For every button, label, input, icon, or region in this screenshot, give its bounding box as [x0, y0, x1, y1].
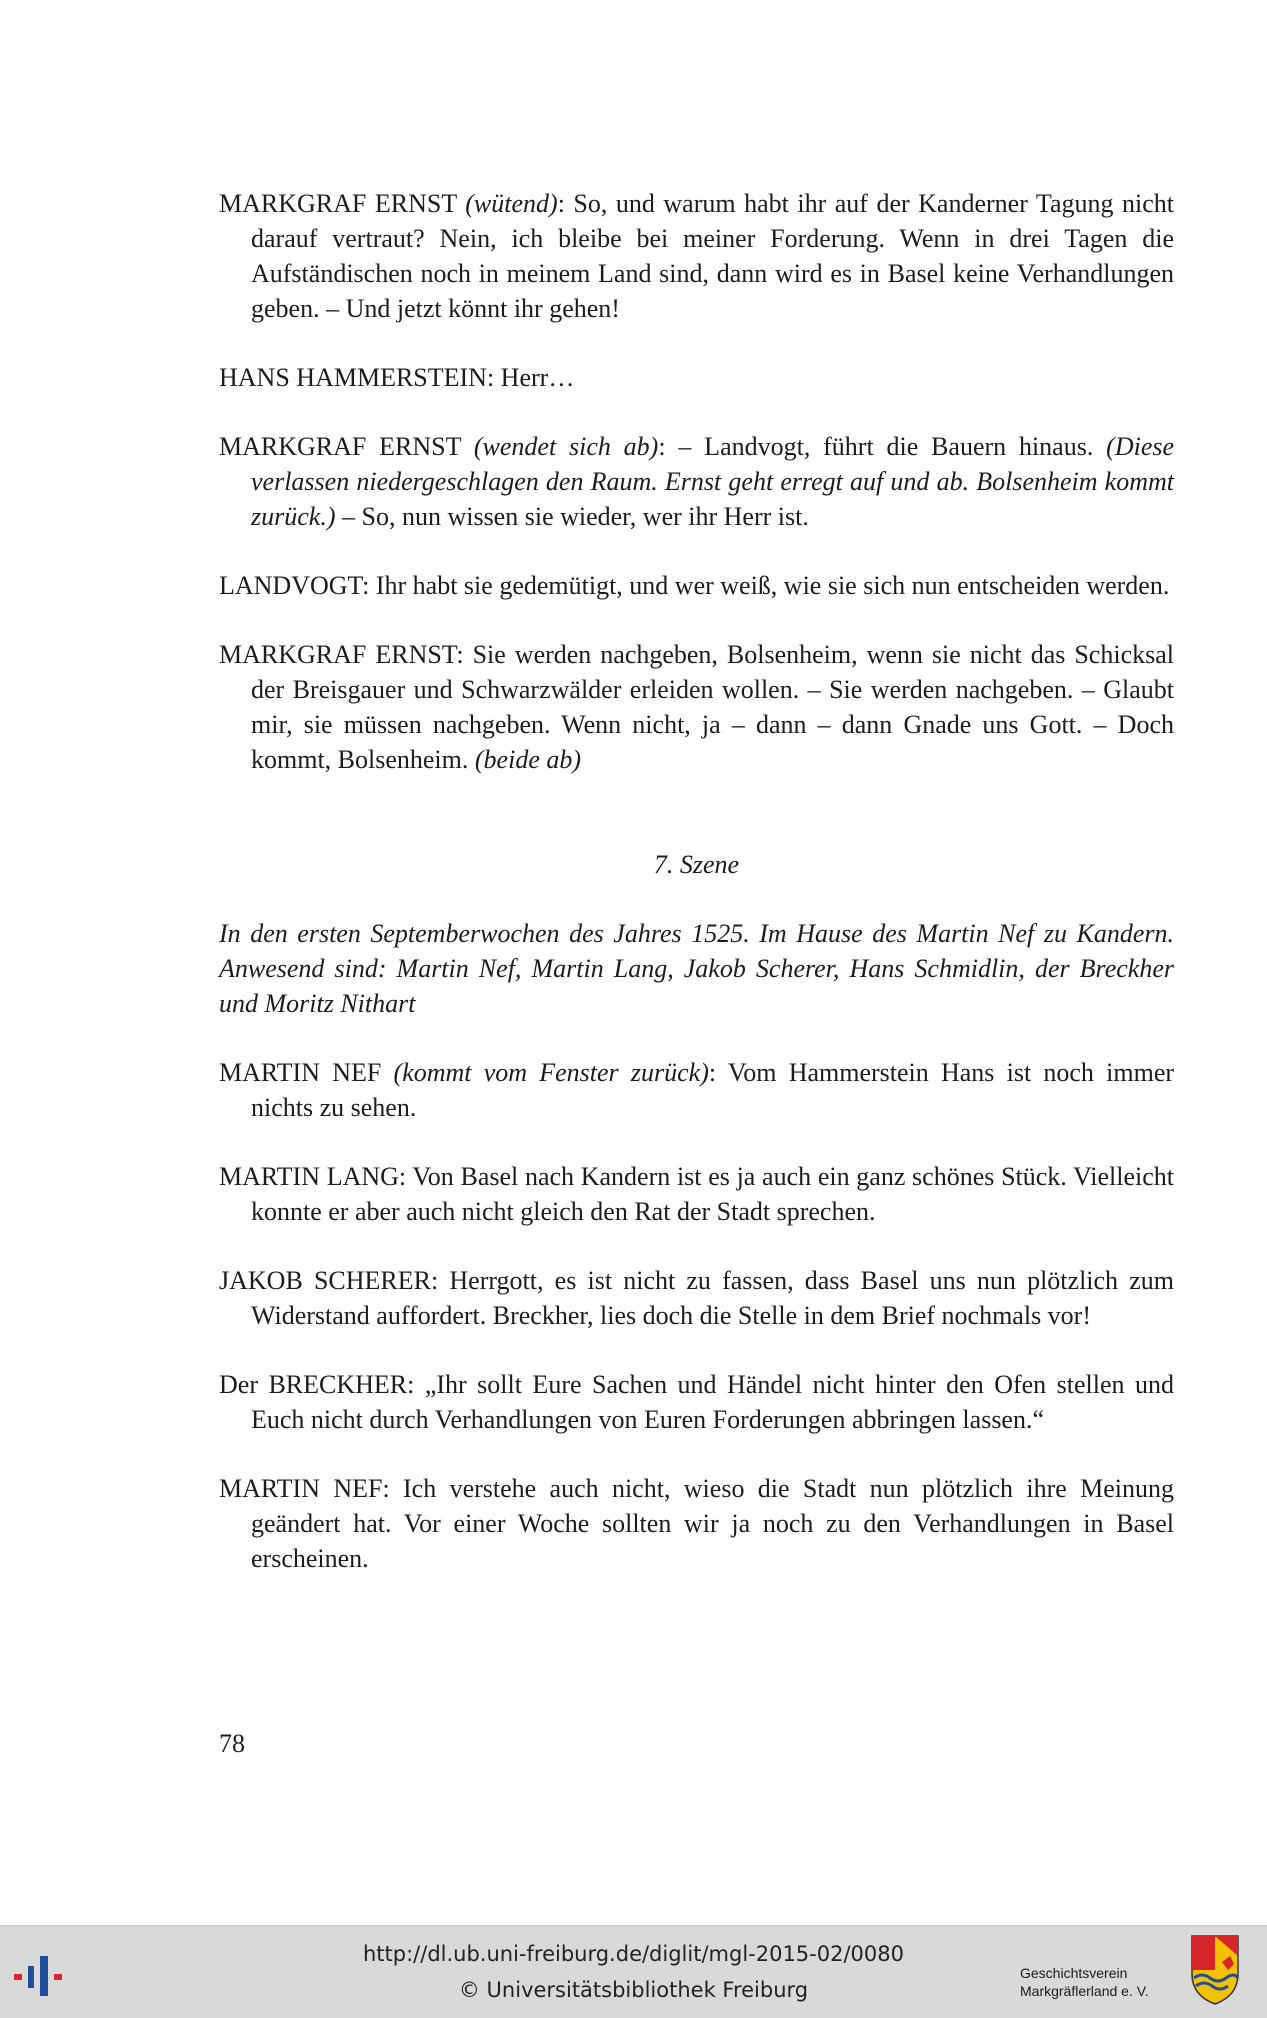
speech-text: : So, und warum habt ihr auf der Kanderner Tagung nicht darauf vertraut? Nein, ich bleibe bei meiner Forderung. Wenn in drei Tagen die Aufständischen noch in meinem Land sind, dann wird es in Basel keine Verhandlungen geben. – Und jetzt könnt ihr gehen! — [251, 189, 1175, 323]
speech-text: – So, nun wissen sie wieder, wer ihr Herr ist. — [335, 502, 809, 531]
paragraph-martin-nef-1 — [219, 1055, 1174, 1125]
speech-text: : – Landvogt, führt die Bauern hinaus. — [658, 432, 1107, 461]
coat-of-arms-icon — [1190, 1934, 1240, 2006]
paragraph-markgraf-1 — [219, 186, 1174, 326]
footer-bar — [0, 1925, 1267, 2018]
paragraph-jakob-scherer — [219, 1263, 1174, 1333]
stage-direction: (kommt vom Fenster zurück) — [393, 1058, 709, 1087]
speech-text: Der BRECKHER: „Ihr sollt Eure Sachen und Händel nicht hinter den Ofen stellen und Euch nicht durch Verhandlungen von Euren Forderungen abbringen lassen.“ — [219, 1370, 1174, 1434]
scene-title: 7. Szene — [653, 850, 740, 879]
paragraph-markgraf-3 — [219, 637, 1174, 777]
speaker-name: MARKGRAF ERNST — [219, 432, 462, 461]
speech-text: MARTIN LANG: Von Basel nach Kandern ist es ja auch ein ganz schönes Stück. Vielleicht konnte er aber auch nicht gleich den Rat der Stadt sprechen. — [219, 1162, 1174, 1226]
stage-direction: (beide ab) — [474, 745, 582, 774]
speech-text: JAKOB SCHERER: Herrgott, es ist nicht zu fassen, dass Basel uns nun plötzlich zum Widerstand auffordert. Breckher, lies doch die Stelle in dem Brief nochmals vor! — [219, 1266, 1174, 1330]
page-number: 78 — [219, 1729, 245, 1758]
speech-text: HANS HAMMERSTEIN: Herr… — [219, 363, 575, 392]
speech-text: MARKGRAF ERNST: Sie werden nachgeben, Bolsenheim, wenn sie nicht das Schicksal der Breisgauer und Schwarzwälder erleiden wollen. – Sie werden nachgeben. – Glaubt mir, sie müssen nachgeben. Wenn nicht, ja – dann – dann Gnade uns Gott. – Doch kommt, Bolsenheim. — [219, 640, 1174, 774]
paragraph-martin-nef-2 — [219, 1471, 1174, 1576]
society-name — [1020, 1964, 1149, 2000]
source-url-link[interactable]: http://dl.ub.uni-freiburg.de/diglit/mgl-2015-02/0080 — [362, 1942, 904, 1966]
speaker-name: MARKGRAF ERNST — [219, 189, 457, 218]
scene-intro: In den ersten Septemberwochen des Jahres 1525. Im Hause des Martin Nef zu Kandern. Anwesend sind: Martin Nef, Martin Lang, Jakob Scherer, Hans Schmidlin, der Breckher und Moritz Nithart — [219, 919, 1174, 1018]
copyright-text: © Universitätsbibliothek Freiburg — [458, 1978, 809, 2002]
society-line-2: Markgräflerland e. V. — [1020, 1983, 1149, 1999]
paragraph-martin-lang — [219, 1159, 1174, 1229]
speech-text: LANDVOGT: Ihr habt sie gedemütigt, und wer weiß, wie sie sich nun entscheiden werden. — [219, 571, 1170, 600]
speech-text: MARTIN NEF: Ich verstehe auch nicht, wieso die Stadt nun plötzlich ihre Meinung geändert hat. Vor einer Woche sollten wir ja noch zu den Verhandlungen in Basel erscheinen. — [219, 1474, 1174, 1573]
paragraph-breckher — [219, 1367, 1174, 1437]
paragraph-landvogt — [219, 568, 1174, 603]
stage-direction: (wütend) — [465, 189, 558, 218]
stage-direction: (wendet sich ab) — [473, 432, 659, 461]
play-text — [219, 186, 1174, 1576]
speech-text: : Vom Hammerstein Hans ist noch immer nichts zu sehen. — [251, 1058, 1175, 1122]
speaker-name: MARTIN NEF — [219, 1058, 382, 1087]
paragraph-markgraf-2 — [219, 429, 1174, 534]
stage-direction: (Diese verlassen niedergeschlagen den Raum. Ernst geht erregt auf und ab. Bolsenheim kommt zurück.) — [251, 432, 1175, 531]
society-line-1: Geschichtsverein — [1020, 1965, 1128, 1981]
paragraph-hammerstein — [219, 360, 1174, 395]
